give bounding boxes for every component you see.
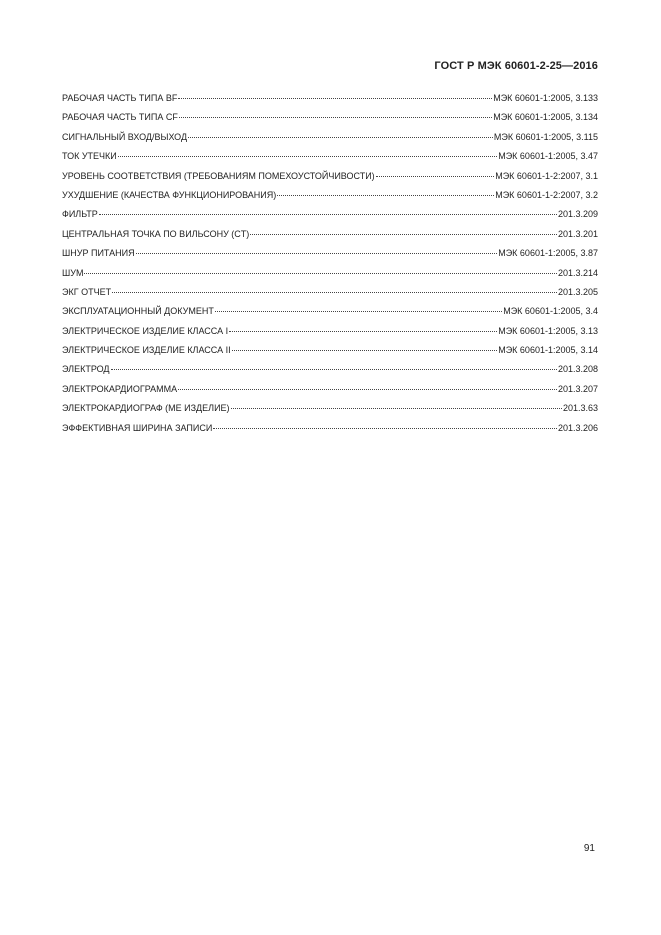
- entry-term: ЭЛЕКТРОД: [62, 364, 110, 375]
- entry-reference: МЭК 60601-1:2005, 3.133: [493, 93, 598, 103]
- index-entry: [62, 225, 598, 244]
- entry-reference: 201.3.205: [557, 286, 598, 297]
- index-entry: [62, 186, 598, 205]
- entry-reference: 201.3.208: [557, 364, 598, 375]
- dot-leader: [231, 408, 562, 409]
- entry-term: СИГНАЛЬНЫЙ ВХОД/ВЫХОД: [62, 131, 188, 142]
- entry-term: ЦЕНТРАЛЬНАЯ ТОЧКА ПО ВИЛЬСОНУ (CT): [62, 228, 250, 239]
- entry-term: РАБОЧАЯ ЧАСТЬ ТИПА CF: [62, 112, 178, 123]
- entry-reference: МЭК 60601-1:2005, 3.134: [493, 112, 598, 123]
- dot-leader: [112, 292, 557, 293]
- dot-leader: [99, 214, 557, 215]
- dot-leader: [136, 253, 498, 254]
- dot-leader: [188, 137, 493, 138]
- dot-leader: [277, 195, 494, 196]
- index-list: [62, 89, 598, 438]
- entry-term: ТОК УТЕЧКИ: [62, 151, 117, 162]
- entry-reference: МЭК 60601-1:2005, 3.87: [498, 248, 598, 259]
- entry-term: ЭФФЕКТИВНАЯ ШИРИНА ЗАПИСИ: [62, 422, 213, 433]
- entry-reference: 201.3.209: [557, 209, 598, 220]
- dot-leader: [179, 117, 492, 118]
- index-entry: [62, 89, 598, 108]
- entry-term: ШУМ: [62, 267, 84, 278]
- entry-term: УХУДШЕНИЕ (КАЧЕСТВА ФУНКЦИОНИРОВАНИЯ): [62, 189, 277, 200]
- dot-leader: [84, 273, 556, 274]
- dot-leader: [215, 311, 502, 312]
- entry-reference: МЭК 60601-1:2005, 3.47: [498, 151, 598, 162]
- dot-leader: [213, 428, 557, 429]
- entry-term: УРОВЕНЬ СООТВЕТСТВИЯ (ТРЕБОВАНИЯМ ПОМЕХОУСТОЙЧИВОСТИ): [62, 170, 375, 181]
- index-entry: [62, 360, 598, 379]
- index-entry: [62, 147, 598, 166]
- index-entry: [62, 399, 598, 418]
- entry-term: ШНУР ПИТАНИЯ: [62, 248, 135, 259]
- index-entry: [62, 419, 598, 438]
- entry-reference: МЭК 60601-1:2005, 3.13: [498, 325, 598, 336]
- entry-term: РАБОЧАЯ ЧАСТЬ ТИПА BF: [62, 93, 178, 103]
- entry-term: ЭЛЕКТРИЧЕСКОЕ ИЗДЕЛИЕ КЛАССА II: [62, 345, 231, 356]
- dot-leader: [178, 389, 557, 390]
- entry-reference: 201.3.214: [557, 267, 598, 278]
- index-entry: [62, 322, 598, 341]
- dot-leader: [118, 156, 497, 157]
- dot-leader: [229, 331, 497, 332]
- entry-term: ЭЛЕКТРОКАРДИОГРАФ (МЕ ИЗДЕЛИЕ): [62, 403, 230, 414]
- index-entry: [62, 167, 598, 186]
- entry-term: ЭЛЕКТРОКАРДИОГРАММА: [62, 383, 178, 394]
- entry-reference: МЭК 60601-1:2005, 3.115: [493, 131, 598, 142]
- index-entry: [62, 283, 598, 302]
- entry-reference: МЭК 60601-1:2005, 3.14: [498, 345, 598, 356]
- document-header: ГОСТ Р МЭК 60601-2-25—2016: [434, 60, 598, 72]
- entry-reference: МЭК 60601-1-2:2007, 3.2: [495, 189, 598, 200]
- entry-term: ЭЛЕКТРИЧЕСКОЕ ИЗДЕЛИЕ КЛАССА I: [62, 325, 229, 336]
- entry-reference: 201.3.63: [562, 403, 598, 414]
- index-entry: [62, 244, 598, 263]
- dot-leader: [111, 369, 557, 370]
- dot-leader: [376, 176, 495, 177]
- entry-reference: МЭК 60601-1-2:2007, 3.1: [495, 170, 598, 181]
- index-entry: [62, 264, 598, 283]
- entry-reference: МЭК 60601-1:2005, 3.4: [503, 306, 598, 317]
- dot-leader: [178, 98, 492, 99]
- entry-reference: 201.3.201: [557, 228, 598, 239]
- index-entry: [62, 128, 598, 147]
- entry-term: ЭКГ ОТЧЕТ: [62, 286, 112, 297]
- entry-term: ФИЛЬТР: [62, 209, 98, 220]
- dot-leader: [250, 234, 557, 235]
- index-entry: [62, 205, 598, 224]
- page-number: 91: [583, 843, 595, 854]
- entry-reference: 201.3.207: [557, 383, 598, 394]
- index-entry: [62, 302, 598, 321]
- index-entry: [62, 341, 598, 360]
- entry-reference: 201.3.206: [557, 422, 598, 433]
- entry-term: ЭКСПЛУАТАЦИОННЫЙ ДОКУМЕНТ: [62, 306, 214, 317]
- index-entry: [62, 380, 598, 399]
- dot-leader: [232, 350, 498, 351]
- index-entry: [62, 108, 598, 127]
